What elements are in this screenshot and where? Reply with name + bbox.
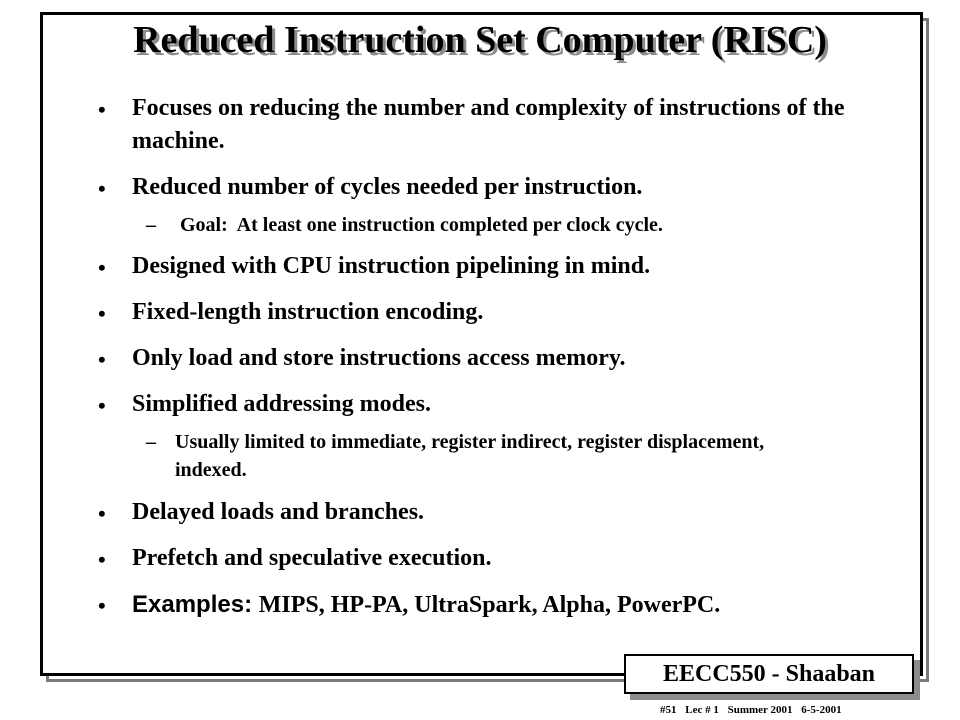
sub-bullet-item bbox=[98, 211, 888, 239]
slide-title: Reduced Instruction Set Computer (RISC) bbox=[133, 19, 827, 61]
course-badge: EECC550 - Shaaban bbox=[624, 654, 914, 694]
bullet-item bbox=[98, 496, 888, 529]
bullet-marker: • bbox=[98, 97, 106, 122]
bullet-text: Focuses on reducing the number and complexity of instructions of the machine. bbox=[132, 95, 845, 154]
bullet-item bbox=[98, 296, 888, 329]
sub-bullet-text: Usually limited to immediate, register indirect, register displacement, indexed. bbox=[175, 431, 765, 481]
bullet-marker: • bbox=[98, 347, 106, 372]
sub-bullet-item bbox=[98, 428, 888, 484]
date-label: 6-5-2001 bbox=[801, 704, 842, 716]
sub-bullet-text: Goal: At least one instruction completed per clock cycle. bbox=[175, 214, 663, 236]
bullet-text: Simplified addressing modes. bbox=[132, 391, 431, 417]
bullet-item bbox=[98, 588, 888, 622]
bullet-text: Designed with CPU instruction pipelining in mind. bbox=[132, 253, 651, 279]
bullet-item bbox=[98, 388, 888, 421]
bullet-item bbox=[98, 342, 888, 375]
slide-number: #51 bbox=[660, 704, 677, 716]
bullet-item bbox=[98, 250, 888, 283]
bullet-marker: • bbox=[98, 501, 106, 526]
dash-marker: – bbox=[146, 214, 156, 236]
slide-footer bbox=[660, 704, 848, 716]
examples-prefix: Examples: bbox=[132, 591, 259, 618]
bullet-marker: • bbox=[98, 176, 106, 201]
bullet-text: Fixed-length instruction encoding. bbox=[132, 299, 484, 325]
bullet-text: Prefetch and speculative execution. bbox=[132, 545, 492, 571]
bullet-marker: • bbox=[98, 547, 106, 572]
bullet-item bbox=[98, 542, 888, 575]
bullet-list bbox=[98, 92, 888, 635]
examples-list: MIPS, HP-PA, UltraSpark, Alpha, PowerPC. bbox=[258, 592, 721, 618]
bullet-text: Reduced number of cycles needed per instruction. bbox=[132, 174, 643, 200]
bullet-item bbox=[98, 171, 888, 204]
bullet-text-examples bbox=[132, 588, 888, 622]
bullet-marker: • bbox=[98, 301, 106, 326]
bullet-text: Delayed loads and branches. bbox=[132, 499, 425, 525]
term-label: Summer 2001 bbox=[727, 704, 793, 716]
bullet-item bbox=[98, 92, 888, 158]
lecture-number: Lec # 1 bbox=[685, 704, 719, 716]
bullet-marker: • bbox=[98, 393, 106, 418]
dash-marker: – bbox=[146, 431, 156, 453]
bullet-marker: • bbox=[98, 593, 106, 618]
bullet-text: Only load and store instructions access memory. bbox=[132, 345, 626, 371]
bullet-marker: • bbox=[98, 255, 106, 280]
